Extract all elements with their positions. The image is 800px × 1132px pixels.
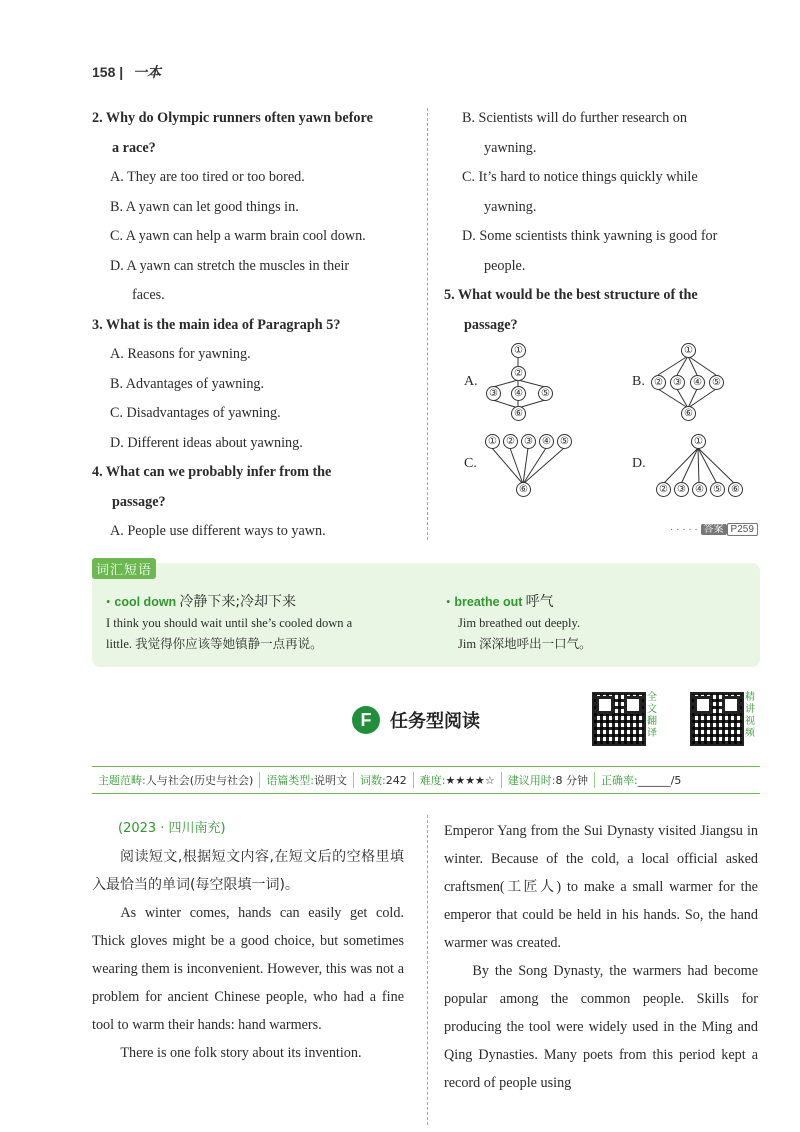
diagram-a-node-6: ⑥ <box>511 406 526 421</box>
answer-reference[interactable] <box>670 520 758 535</box>
info-accuracy: 正确率:______/5 <box>601 774 682 787</box>
question-2-option-d-cont: faces. <box>132 287 165 303</box>
structure-option-d[interactable] <box>632 432 752 502</box>
left-question-column <box>92 104 410 547</box>
info-bar <box>92 766 760 794</box>
question-4-option-b-cont: yawning. <box>484 139 537 156</box>
vocab-left <box>106 592 416 655</box>
page-header <box>92 62 161 82</box>
info-difficulty: 难度:★★★★☆ <box>414 772 502 788</box>
question-3-option-b[interactable]: B. Advantages of yawning. <box>110 375 265 392</box>
info-time: 建议用时:8 分钟 <box>502 772 595 788</box>
diagram-c-node-5: ⑤ <box>557 434 572 449</box>
structure-option-c[interactable] <box>462 432 582 502</box>
info-words: 词数:242 <box>354 772 414 788</box>
diagram-a-node-3: ③ <box>486 386 501 401</box>
passage-paragraph-3: By the Song Dynasty, the warmers had become popular among the common people. Skills for producing the tool were widely used in the Ming and Qing Dynasties. Many poets from this period kept a record of people using <box>444 963 758 1091</box>
question-4-option-a[interactable]: A. People use different ways to yawn. <box>110 523 326 539</box>
vocab-phrase-breathe-out: breathe out <box>454 595 523 609</box>
passage-right-column <box>444 817 758 1097</box>
qr-code-video[interactable] <box>690 692 744 746</box>
question-4-option-c-cont: yawning. <box>484 198 537 215</box>
vocab-example-2: little. 我觉得你应该等她镇静一点再说。 <box>106 637 323 651</box>
info-type: 语篇类型:说明文 <box>260 772 354 788</box>
passage-instructions: 阅读短文,根据短文内容,在短文后的空格里填入最恰当的单词(每空限填一词)。 <box>92 849 404 893</box>
qr-label-video: 精讲视频 <box>745 692 755 739</box>
section-title: 任务型阅读 <box>390 711 480 732</box>
vocab-right <box>446 592 746 655</box>
info-theme: 主题范畴:人与社会(历史与社会) <box>92 772 260 788</box>
vocab-title: 词汇短语 <box>92 558 156 579</box>
question-3-option-a[interactable]: A. Reasons for yawning. <box>110 346 251 362</box>
section-heading <box>352 706 480 734</box>
diagram-c-node-4: ④ <box>539 434 554 449</box>
diagram-d-label: D. <box>632 456 646 471</box>
page-number: 158 | <box>92 64 124 80</box>
question-5-stem: 5. What would be the best structure of the <box>444 287 698 303</box>
diagram-a-node-5: ⑤ <box>538 386 553 401</box>
diagram-b-node-5: ⑤ <box>709 375 724 390</box>
diagram-a-node-4: ④ <box>511 386 526 401</box>
vocab-example-1: I think you should wait until she’s cooled down a <box>106 616 353 630</box>
bullet-icon: • <box>446 595 451 609</box>
passage-paragraph-1: As winter comes, hands can easily get cold. Thick gloves might be a good choice, but sometimes wearing them is inconvenient. However, this was not a problem for ancient Chinese people, who had a fine tool to warm their hands: hand warmers. <box>92 905 404 1033</box>
structure-option-b[interactable] <box>632 342 742 422</box>
question-2-option-a[interactable]: A. They are too tired or too bored. <box>110 169 305 185</box>
question-2-stem: 2. Why do Olympic runners often yawn before <box>92 110 373 126</box>
question-4-stem-cont: passage? <box>112 493 166 510</box>
vocab-phrase-cool-down: cool down <box>114 595 177 609</box>
diagram-a-label: A. <box>464 374 478 389</box>
section-badge: F <box>352 706 380 734</box>
vocab-meaning-cool-down: 冷静下来;冷却下来 <box>179 594 297 610</box>
diagram-c-node-1: ① <box>485 434 500 449</box>
qr-label-translation: 全文翻译 <box>647 692 657 739</box>
question-3-stem: 3. What is the main idea of Paragraph 5? <box>92 316 341 333</box>
diagram-b-node-1: ① <box>681 343 696 358</box>
question-2-stem-cont: a race? <box>112 139 156 156</box>
diagram-d-node-3: ③ <box>674 482 689 497</box>
diagram-d-node-5: ⑤ <box>710 482 725 497</box>
diagram-a-node-2: ② <box>511 366 526 381</box>
question-5-stem-cont: passage? <box>464 316 518 333</box>
qr-code-translation[interactable] <box>592 692 646 746</box>
question-4-option-b[interactable]: B. Scientists will do further research on <box>462 110 687 126</box>
diagram-d-node-4: ④ <box>692 482 707 497</box>
answer-page: P259 <box>727 523 758 536</box>
diagram-a-node-1: ① <box>511 343 526 358</box>
bullet-icon: • <box>106 595 111 609</box>
answer-tag: 答案 <box>701 524 727 535</box>
brand-logo: 一本 <box>133 65 162 81</box>
structure-option-a[interactable] <box>462 342 572 422</box>
vocab-example-3: Jim breathed out deeply. <box>458 616 581 630</box>
answer-dots: · · · · · <box>670 524 698 535</box>
column-divider <box>427 108 428 540</box>
diagram-c-label: C. <box>464 456 477 471</box>
right-question-column <box>444 104 760 340</box>
passage-left-column <box>92 815 404 1067</box>
question-2-option-c[interactable]: C. A yawn can help a warm brain cool down. <box>110 228 366 244</box>
diagram-b-node-2: ② <box>651 375 666 390</box>
diagram-d-node-1: ① <box>691 434 706 449</box>
diagram-b-node-3: ③ <box>670 375 685 390</box>
question-4-option-c[interactable]: C. It’s hard to notice things quickly while <box>462 169 698 185</box>
diagram-c-node-3: ③ <box>521 434 536 449</box>
question-4-option-d[interactable]: D. Some scientists think yawning is good for <box>462 228 718 244</box>
question-2-option-b[interactable]: B. A yawn can let good things in. <box>110 198 299 215</box>
diagram-d-node-6: ⑥ <box>728 482 743 497</box>
diagram-b-node-4: ④ <box>690 375 705 390</box>
question-3-option-c[interactable]: C. Disadvantages of yawning. <box>110 405 281 421</box>
vocab-meaning-breathe-out: 呼气 <box>525 594 554 610</box>
question-4-stem: 4. What can we probably infer from the <box>92 464 332 480</box>
vocab-example-4: Jim 深深地呼出一口气。 <box>458 637 592 651</box>
question-2-option-d[interactable]: D. A yawn can stretch the muscles in their <box>110 257 350 274</box>
question-3-option-d[interactable]: D. Different ideas about yawning. <box>110 434 303 451</box>
diagram-d-node-2: ② <box>656 482 671 497</box>
diagram-c-node-2: ② <box>503 434 518 449</box>
diagram-b-node-6: ⑥ <box>681 406 696 421</box>
passage-column-divider <box>427 815 428 1125</box>
question-4-option-d-cont: people. <box>484 257 526 274</box>
passage-source: (2023 · 四川南充) <box>118 821 226 836</box>
passage-paragraph-2-cont: Emperor Yang from the Sui Dynasty visited Jiangsu in winter. Because of the cold, a local official asked craftsmen(工匠人) to make a small warmer for the emperor that could be held in his hands. So, the hand warmer was created. <box>444 823 758 951</box>
diagram-b-label: B. <box>632 374 645 389</box>
passage-paragraph-2-start: There is one folk story about its invention. <box>120 1045 362 1061</box>
diagram-c-node-6: ⑥ <box>516 482 531 497</box>
